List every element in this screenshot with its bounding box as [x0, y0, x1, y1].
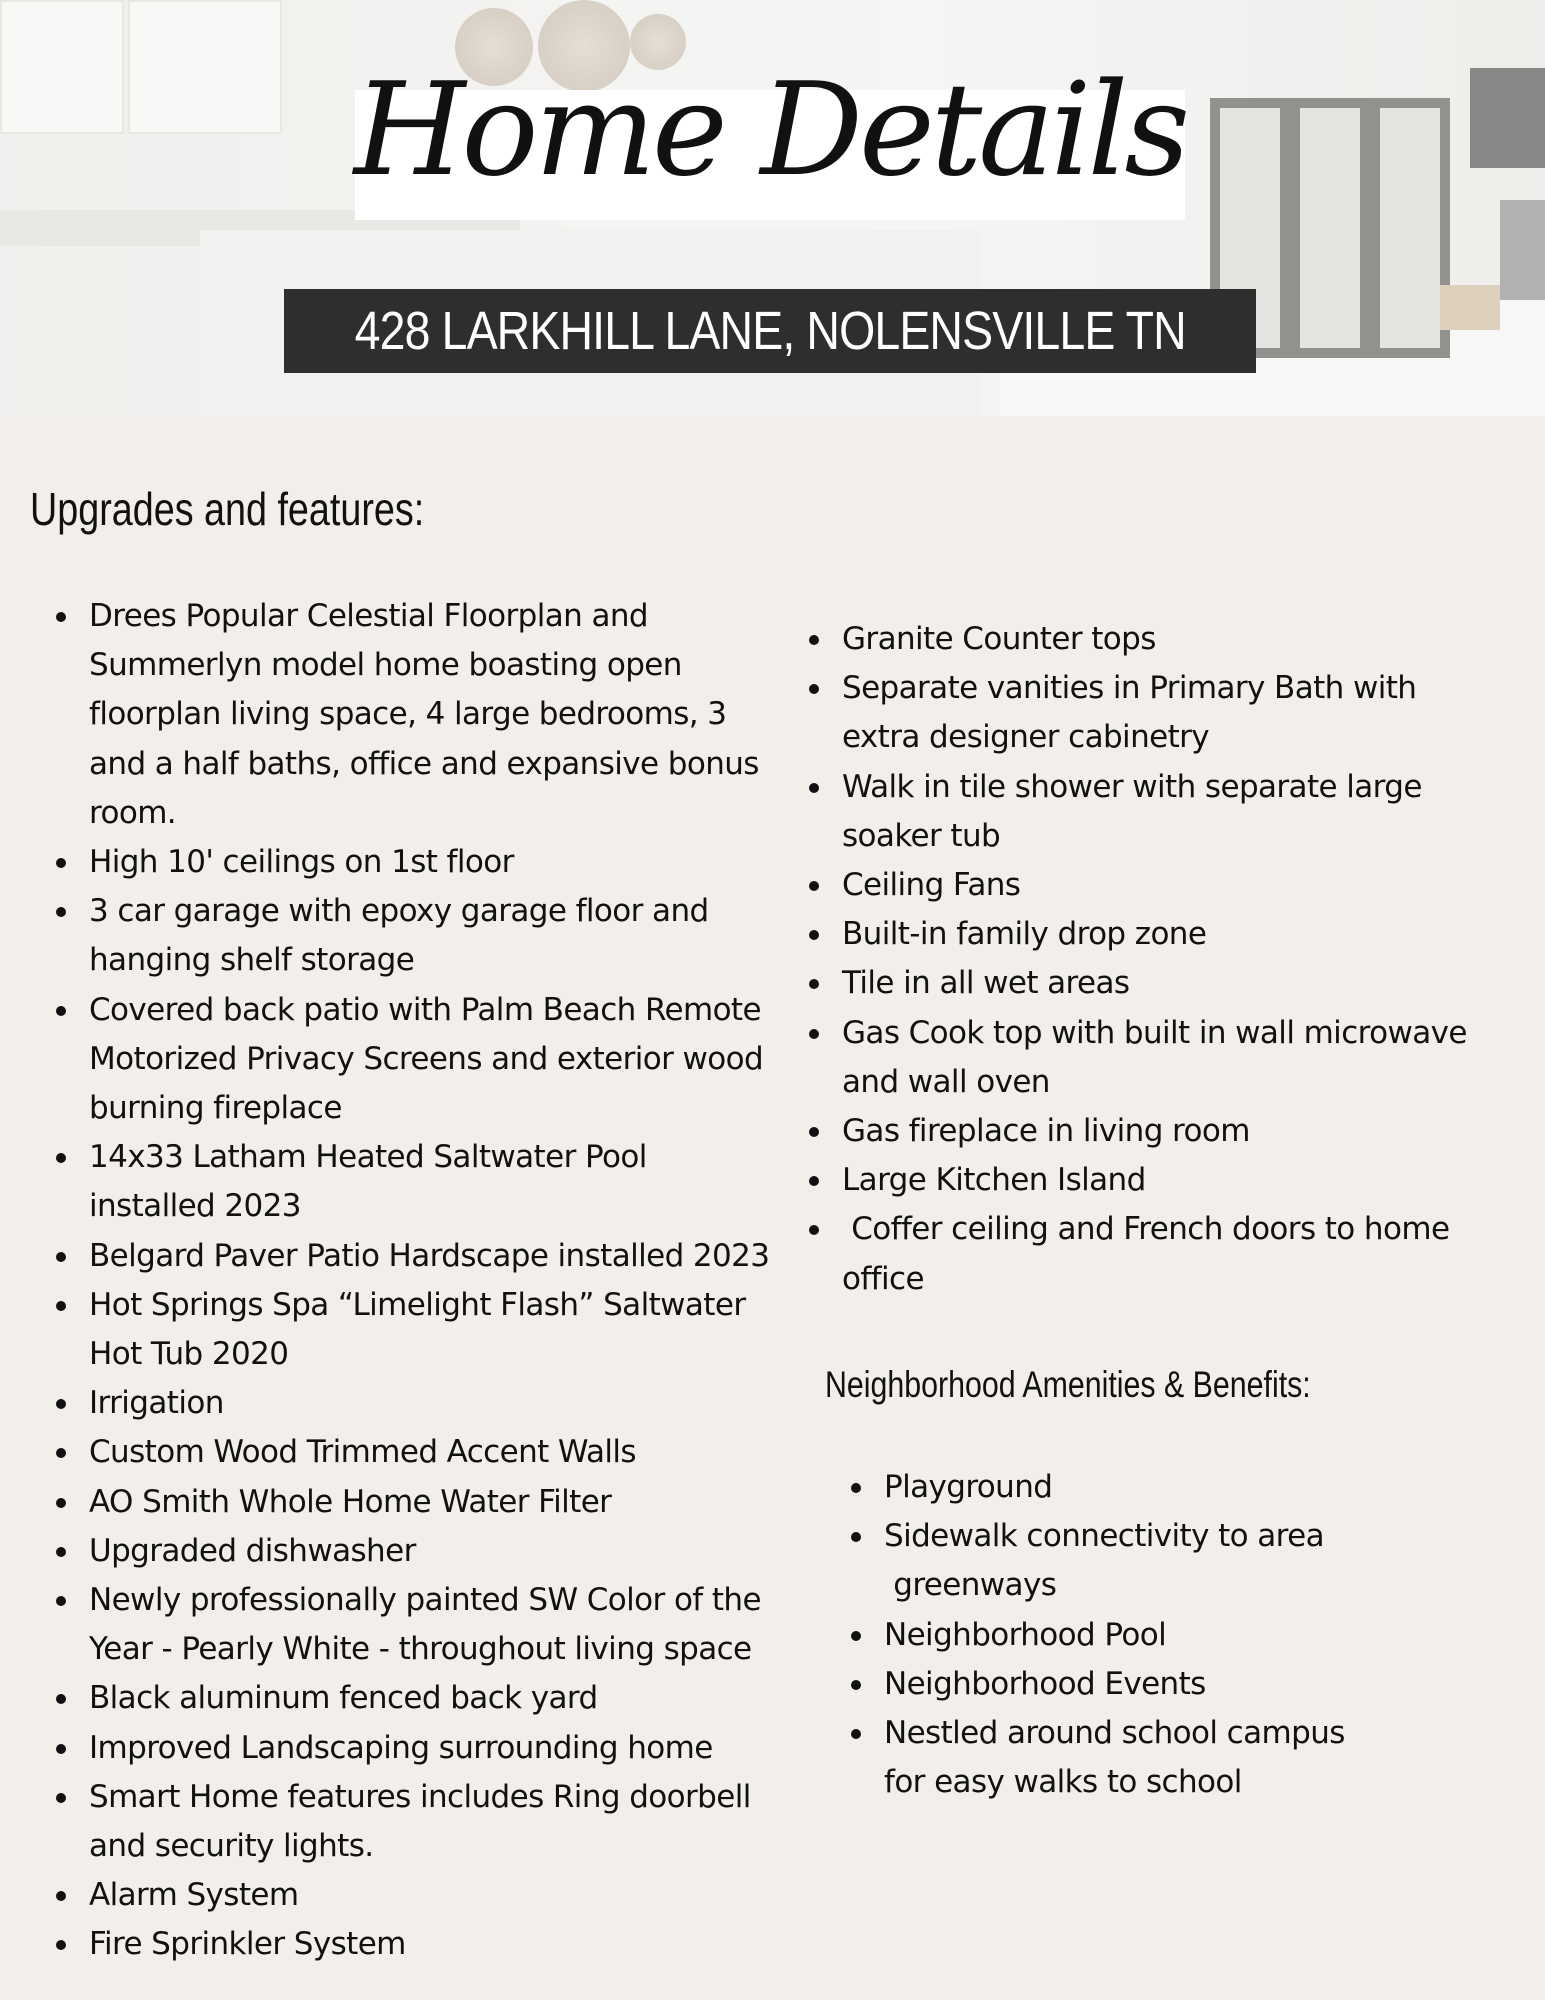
list-item: 14x33 Latham Heated Saltwater Pool installed 2023: [30, 1133, 775, 1231]
list-item: AO Smith Whole Home Water Filter: [30, 1478, 775, 1527]
list-item: Large Kitchen Island: [783, 1156, 1503, 1205]
list-item: Walk in tile shower with separate large soaker tub: [783, 763, 1503, 861]
list-item: Black aluminum fenced back yard: [30, 1674, 775, 1723]
list-item: Built-in family drop zone: [783, 910, 1503, 959]
list-item: Newly professionally painted SW Color of the Year - Pearly White - throughout living space: [30, 1576, 775, 1674]
list-item: Separate vanities in Primary Bath with extra designer cabinetry: [783, 664, 1503, 762]
list-item: 3 car garage with epoxy garage floor and hanging shelf storage: [30, 887, 775, 985]
list-item: Alarm System: [30, 1871, 775, 1920]
list-item: Tile in all wet areas: [783, 959, 1503, 1008]
list-item: Gas fireplace in living room: [783, 1107, 1503, 1156]
list-item: Smart Home features includes Ring doorbell and security lights.: [30, 1773, 775, 1871]
header-banner: [0, 0, 1545, 416]
list-item: Granite Counter tops: [783, 615, 1503, 664]
address-banner: [284, 289, 1256, 373]
upgrades-list-right: [783, 615, 1503, 1304]
list-item: Gas Cook top with built in wall microwave and wall oven: [783, 1009, 1503, 1107]
list-item: Irrigation: [30, 1379, 775, 1428]
list-item: High 10' ceilings on 1st floor: [30, 838, 775, 887]
list-item: Sidewalk connectivity to area greenways: [825, 1512, 1365, 1610]
property-address: 428 LARKHILL LANE, NOLENSVILLE TN: [354, 301, 1186, 361]
neighborhood-heading: Neighborhood Amenities & Benefits:: [825, 1364, 1311, 1405]
list-item: Drees Popular Celestial Floorplan and Summerlyn model home boasting open floorplan living space, 4 large bedrooms, 3 and a half baths, office and expansive bonus room.: [30, 592, 775, 838]
list-item: Coffer ceiling and French doors to home office: [783, 1205, 1503, 1303]
list-item: Upgraded dishwasher: [30, 1527, 775, 1576]
list-item: Belgard Paver Patio Hardscape installed 2023: [30, 1232, 775, 1281]
neighborhood-list: [825, 1463, 1365, 1807]
list-item: Neighborhood Pool: [825, 1611, 1365, 1660]
list-item: Covered back patio with Palm Beach Remote Motorized Privacy Screens and exterior wood burning fireplace: [30, 986, 775, 1134]
page-title: Home Details: [353, 56, 1187, 205]
upgrades-list-left: [30, 592, 775, 1970]
list-item: Improved Landscaping surrounding home: [30, 1724, 775, 1773]
list-item: Fire Sprinkler System: [30, 1920, 775, 1969]
list-item: Hot Springs Spa “Limelight Flash” Saltwater Hot Tub 2020: [30, 1281, 775, 1379]
list-item: Neighborhood Events: [825, 1660, 1365, 1709]
upgrades-heading: Upgrades and features:: [30, 483, 425, 535]
list-item: Ceiling Fans: [783, 861, 1503, 910]
list-item: Playground: [825, 1463, 1365, 1512]
list-item: Nestled around school campus for easy walks to school: [825, 1709, 1365, 1807]
list-item: Custom Wood Trimmed Accent Walls: [30, 1428, 775, 1477]
